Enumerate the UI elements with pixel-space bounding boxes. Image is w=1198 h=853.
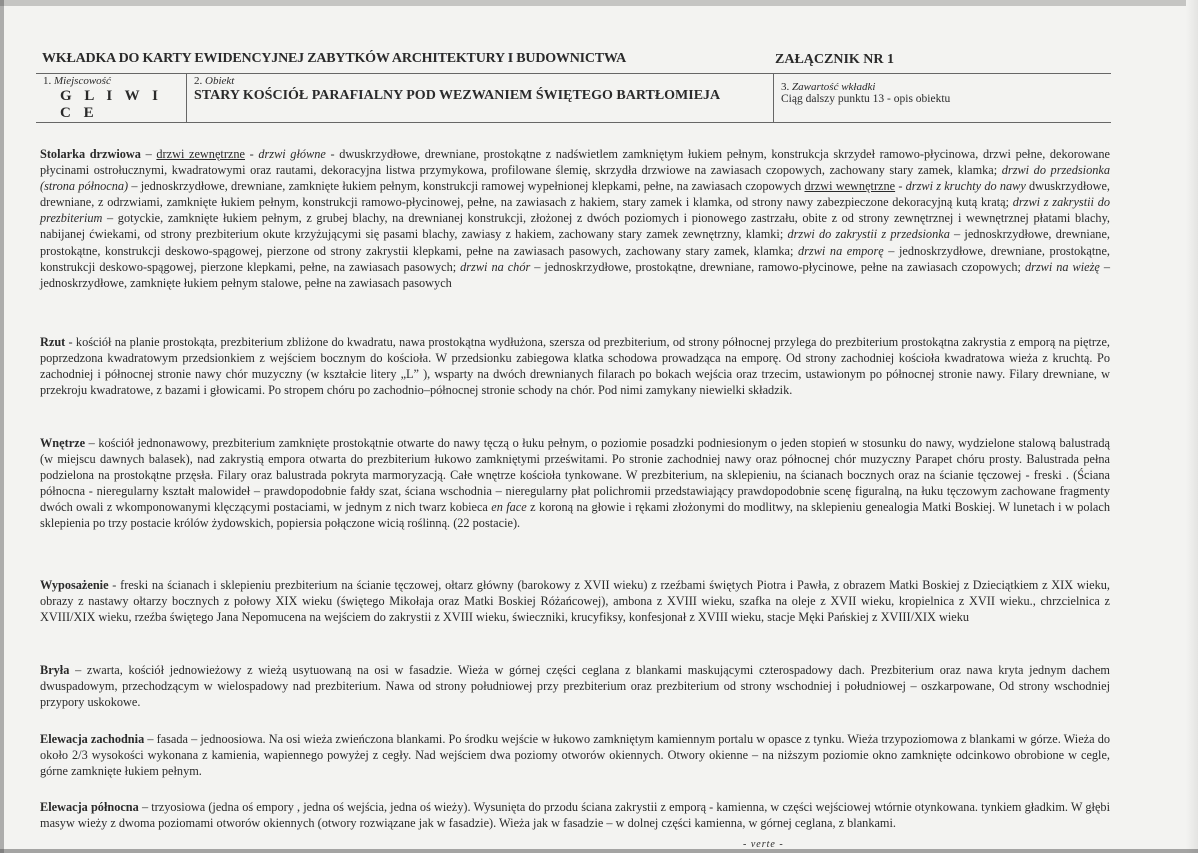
section-bryla <box>40 662 1110 710</box>
section-elewacja-zachodnia <box>40 731 1110 779</box>
section-heading: Stolarka drzwiowa <box>40 147 141 161</box>
field-label <box>781 81 1112 93</box>
section-heading: Elewacja północna <box>40 800 139 814</box>
emphasis-text: drzwi na chór <box>460 259 531 274</box>
section-stolarka <box>40 146 1110 291</box>
field-label-text: Obiekt <box>205 75 235 87</box>
body-text-run: - <box>244 147 259 161</box>
emphasis-text: drzwi do przedsionka (strona północna) <box>40 163 1110 194</box>
section-heading: Wyposażenie <box>40 578 109 592</box>
underlined-subheading: drzwi wewnętrzne <box>804 179 896 194</box>
emphasis-text: en face <box>491 500 527 515</box>
section-heading: Bryła <box>40 663 70 677</box>
field-object <box>186 74 774 122</box>
section-heading: Wnętrze <box>40 436 86 450</box>
body-text-run: - dwuskrzydłowe, drewniane, prostokątne z nadświetlem zamkniętym łukiem pełnym, konstrukcja skrzydeł ramowo-płycinowa, drzwi pełne, dekorowane płycinami ostrołucznymi, kwadratowymi oraz rautami, dekoracyjna listwa przymykowa, profilowane ślemię, skrzydła drzwiowe na zawiasach czopowych, zachowany stary zamek, klamka; <box>40 147 1110 178</box>
body-text-run: – jednoskrzydłowe, drewniane, zamknięte łukiem pełnym, konstrukcji ramowej wypełnionej klepkami, pełne, na zawiasach czopowych <box>128 179 805 194</box>
field-number: 3. <box>781 81 790 93</box>
body-text-run: - <box>895 179 906 194</box>
emphasis-text: drzwi na wieżę <box>1024 259 1100 274</box>
body-text-run: - kościół na planie prostokąta, prezbiterium zbliżone do kwadratu, nawa prostokątna wydłużona, szersza od prezbiterium, od strony północnej przylega do prezbiterium prostokątna zakrystia z emporą na piętrze, poprzedzona kwadratowym przedsionkiem z wejściem bocznym do kościoła. W przedsionku zabiegowa klatka schodowa prowadząca na emporę. Od strony zachodniej kościoła kwadratowa wieża z kruchtą. Po zachodniej i północnej stronie nawy chór muzyczny (w kształcie litery „L” ), wsparty na dwóch drewnianych filarach po bokach wejścia oraz trzecim, ustawionym po północnej stronie nawy. Filary drewniane, w przekroju kwadratowe, z bazami i głowicami. Po stropem chóru po zachodnio–północnej stronie schody na chór. Pod nimi zamykany niewielki składzik. <box>40 335 1110 398</box>
field-label-text: Miejscowość <box>54 75 111 87</box>
contents-value: Ciąg dalszy punktu 13 - opis obiektu <box>781 93 951 105</box>
object-value: STARY KOŚCIÓŁ PARAFIALNY POD WEZWANIEM ŚWIĘTEGO BARTŁOMIEJA <box>194 88 721 103</box>
emphasis-text: drzwi z kruchty do nawy <box>905 179 1026 194</box>
underlined-subheading: drzwi zewnętrzne <box>156 147 245 161</box>
body-text-run: – kościół jednonawowy, prezbiterium zamknięte prostokątnie otwarte do nawy tęczą o łuku pełnym, o poziomie posadzki podniesionym o jeden stopień w stosunku do nawy, wydzielone stalową balustradą (w miejscu dawnych balasek), nad zakrystią empora otwarta do prezbiterium łukowo zamkniętymi prześwitami. Po stronie zachodniej nawy oraz północnej chór muzyczny Parapet chóru prosty. Balustrada pełna podzielona na prostokątne przęsła. Filary oraz balustrada pokryta marmoryzacją. Całe wnętrze kościoła tynkowane. W prezbiterium, na sklepieniu, na ścianach bocznych oraz na ścianie tęczowej - freski . (Ściana północna - nieregularny kształt malowideł – prawdopodobnie fałdy szat, ściana wschodnia – nieregularny płat polichromii przedstawiający prawdopodobnie scenę figuralną, na łuku tęczowym zachowane fragmenty dwóch owali z wkomponowanymi klęczącymi postaciami, w jednym z nich twarz kobieca <box>40 436 1110 515</box>
body-text-run: – gotyckie, zamknięte łukiem pełnym, z grubej blachy, na drewnianej konstrukcji, złożonej z dwóch poziomych i pionowego zastrzału, obite z od strony zewnętrznej i wewnętrznej płatami blachy, nabijanej ćwiekami, od strony prezbiterium okute krzyżującymi się pasami blachy, zawiasy z hakiem, zachowany stary zamek zewnętrzny, klamki; <box>40 211 1110 242</box>
field-number: 1. <box>43 75 52 87</box>
field-label <box>194 75 774 87</box>
body-text-run: – jednoskrzydłowe, zamknięte łukiem pełnym stalowe, pełne na zawiasach pasowych <box>40 259 1111 290</box>
field-contents <box>773 74 1112 122</box>
emphasis-text: drzwi do zakrystii z przedsionka <box>787 227 950 242</box>
section-wyposazenie <box>40 577 1110 625</box>
field-number: 2. <box>194 75 203 87</box>
section-heading: Elewacja zachodnia <box>40 732 145 746</box>
body-text-run: – trzyosiowa (jedna oś empory , jedna oś wejścia, jedna oś wieży). Wysunięta do przodu ściana zakrystii z emporą - kamienna, w części wejściowej wtórnie otynkowana. tynkiem gładkim. W głębi masyw wieży z dwoma poziomami otworów okiennych (otwory rozwiązane jak w fasadzie). Wieża jak w fasadzie – w dolnej części kamienna, w górnej ceglana, z blankami. <box>40 800 1110 831</box>
document-title: WKŁADKA DO KARTY EWIDENCYJNEJ ZABYTKÓW ARCHITEKTURY I BUDOWNICTWA <box>42 51 627 66</box>
field-label-text: Zawartość wkładki <box>792 81 876 93</box>
section-elewacja-polnocna <box>40 799 1110 831</box>
section-heading: Rzut <box>40 335 66 349</box>
verte-note: - verte - <box>743 839 784 850</box>
annex-label: ZAŁĄCZNIK NR 1 <box>775 52 895 67</box>
body-text-run: – <box>140 147 157 161</box>
header-table <box>36 73 1111 123</box>
body-text-run: - freski na ścianach i sklepieniu prezbiterium na ścianie tęczowej, ołtarz główny (barokowy z XVII wieku) z rzeźbami świętych Piotra i Pawła, z obrazem Matki Boskiej z Dzieciątkiem z XIX wieku, obrazy z nastawy ołtarzy bocznych z połowy XIX wieku (świętego Mikołaja oraz Matki Boskiej Różańcowej), ambona z XVIII wieku, szafka na oleje z XVII wieku, kropielnica z XVII wieku., chrzcielnica z XVIII/XIX wieku, rzeźba świętego Jana Nepomucena na wejściem do zakrystii z XVIII wieku, świeczniki, krucyfiksy, konfesjonał z XVIII wieku, stacje Męki Pańskiej z XVIII/XIX wieku <box>40 578 1110 625</box>
field-label <box>43 75 186 87</box>
emphasis-text: drzwi z zakrystii do prezbiterium <box>40 195 1110 226</box>
body-text-run: – fasada – jednoosiowa. Na osi wieża zwieńczona blankami. Po środku wejście w łukowo zamkniętym kamiennym portalu w opasce z tynku. Wieża trzypoziomowa z blankami w górze. Wieża do około 2/3 wysokości wykonana z kamienia, wapiennego powyżej z cegły. Nad wejściem dwa poziomy otworów okiennych. Otwory okienne – na niższym poziomie okno zamknięte odcinkowo obrobione w cegle, górne zamknięte łukiem pełnym. <box>40 732 1110 779</box>
locality-value: G L I W I C E <box>60 88 163 121</box>
body-text-run: – jednoskrzydłowe, prostokątne, drewniane, ramowo-płycinowe, pełne na zawiasach czopowych; <box>530 259 1025 274</box>
body-text-run: – jednoskrzydłowe, drewniane, prostokątne, konstrukcji deskowo-spągowej, pierzone od strony zakrystii klepkami, pełne na zawiasach pasowych, zachowany stary zamek, klamka; <box>40 227 1110 258</box>
section-wnetrze <box>40 435 1110 532</box>
body-text-run: – zwarta, kościół jednowieżowy z wieżą usytuowaną na osi w fasadzie. Wieża w górnej części ceglana z blankami maskującymi czterospadowy dach. Prezbiterium oraz nawa kryta jednym dachem dwuspadowym, przechodzącym w wielospadowy nad prezbiterium. Nawa od strony południowej przy prezbiterium oraz prezbiterium od strony wschodniej i południowej – oszkarpowane, Od strony wschodniej przypory uskokowe. <box>40 663 1110 710</box>
field-locality <box>36 74 186 122</box>
emphasis-text: drzwi na emporę <box>798 243 884 258</box>
body-text-run: z koroną na głowie i rękami złożonymi do modlitwy, na sklepieniu genealogia Matki Boskiej. W lunetach i w polach sklepienia po trzy postacie królów żydowskich, popiersia połączone wicią roślinną. (22 postacie). <box>40 500 1110 531</box>
body-text-run: dwuskrzydłowe, drewniane, z odrzwiami, zamknięte łukiem pełnym, konstrukcji ramowo-płycinowej, pełne, na zawiasach z hakiem, stary zamek i klamka, od strony nawy zabezpieczone dekoracyjną kutą kratą; <box>40 179 1110 210</box>
body-text-run: – jednoskrzydłowe, drewniane, prostokątne, konstrukcji deskowo-spągowej, pierzone klepkami, pełne, na zawiasach pasowych; <box>40 243 1110 274</box>
emphasis-text: drzwi główne <box>258 147 326 161</box>
section-rzut <box>40 334 1110 398</box>
